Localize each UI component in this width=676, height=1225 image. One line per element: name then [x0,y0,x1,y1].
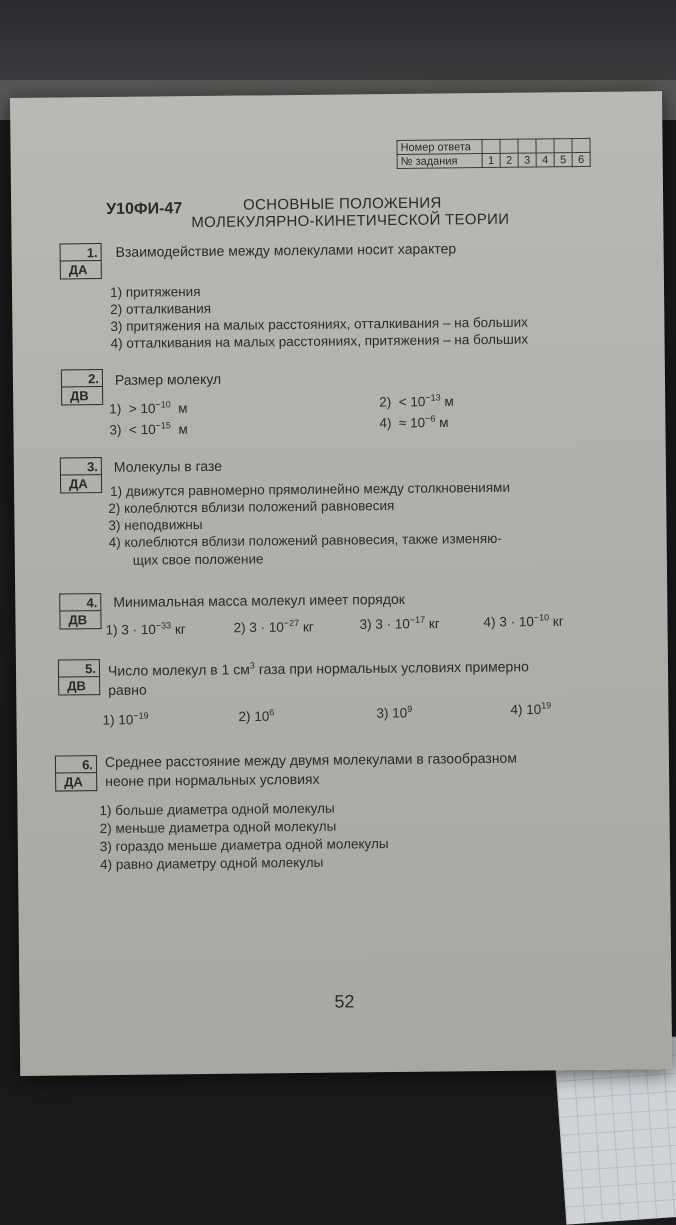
question-1-box [60,243,102,279]
question-2-text: Размер молекул [114,370,222,388]
answer-cell[interactable] [536,139,554,153]
title-line-1: ОСНОВНЫЕ ПОЛОЖЕНИЯ [243,194,442,214]
option: 4) отталкивания на малых расстояниях, притяжения – на больших [110,331,529,351]
option: 2) колеблются вблизи положений равновесия [108,497,395,516]
question-5-text: Число молекул в 1 $см^3$ газа при нормальных условиях примерно равно [107,658,529,698]
option: 1) $3 \cdot 10^{-33}$ кг [105,620,186,638]
option: 4) равно диаметру одной молекулы [99,854,324,873]
option: 4) колеблются вблизи положений равновесия, также изменяю- [108,530,502,550]
question-number: 5. [85,661,97,677]
option: $1) > 10^{-10}$ м [109,399,188,417]
question-5-box [58,659,100,695]
question-3-text: Молекулы в газе [113,457,223,475]
option: 1) $10^{-19}$ [102,710,149,728]
task-number: 1 [482,153,500,167]
question-number: 1. [86,245,98,261]
option: 2) $10^6$ [238,707,275,725]
question-mark: ДВ [68,612,88,628]
question-number: 6. [82,757,94,773]
option: 3) притяжения на малых расстояниях, отталкивания – на больших [110,314,528,334]
worksheet-code: У10ФИ-47 [106,200,183,218]
task-number: 3 [518,153,536,167]
question-2-box [61,369,103,405]
option: 4) $10^{19}$ [510,700,552,718]
option: 1) движутся равномерно прямолинейно между столкновениями [110,479,511,499]
option: $4) \approx 10^{-6}$ м [379,413,449,431]
option: 4) $3 \cdot 10^{-10}$ кг [483,612,564,630]
option: $3) < 10^{-15}$ м [109,420,188,438]
option: 3) $3 \cdot 10^{-17}$ кг [359,614,440,632]
question-6-text: Среднее расстояние между двумя молекулами в газообразном неоне при нормальных условиях [104,749,518,790]
task-number: 5 [554,153,572,167]
task-number: 2 [500,153,518,167]
page-number: 52 [334,991,355,1012]
answer-cell[interactable] [572,138,590,152]
option: 2) $3 \cdot 10^{-27}$ кг [233,618,314,636]
question-4-box [59,593,101,629]
answer-row-label: Номер ответа [397,140,482,155]
question-mark: ДВ [70,388,89,404]
option: 3) $10^9$ [376,703,413,721]
question-mark: ДВ [67,678,86,694]
question-number: 4. [86,595,98,611]
task-row-label: № задания [397,154,482,169]
title-line-2: МОЛЕКУЛЯРНО-КИНЕТИЧЕСКОЙ ТЕОРИИ [191,210,510,232]
task-number: 6 [572,152,590,166]
option: 3) гораздо меньше диаметра одной молекулы [99,836,389,855]
question-mark: ДА [68,476,88,492]
answer-table [396,138,590,169]
answer-cell[interactable] [554,139,572,153]
option: 1) притяжения [109,284,201,300]
question-number: 3. [86,459,98,475]
task-number: 4 [536,153,554,167]
question-number: 2. [88,371,100,387]
option: 2) меньше диаметра одной молекулы [99,818,337,837]
option: $2) < 10^{-13}$ м [379,392,454,410]
answer-cell[interactable] [482,139,500,153]
question-mark: ДА [68,262,88,278]
question-3-box [60,457,102,493]
answer-cell[interactable] [518,139,536,153]
answer-cell[interactable] [500,139,518,153]
question-1-text: Взаимодействие между молекулами носит характер [115,240,457,260]
option: 1) больше диаметра одной молекулы [99,800,335,819]
question-6-box [55,755,97,791]
question-4-text: Минимальная масса молекул имеет порядок [113,590,405,610]
option: 3) неподвижны [108,517,203,533]
worksheet-page [10,91,672,1076]
option: 2) отталкивания [110,300,212,317]
option-continuation: щих свое положение [132,551,264,568]
question-mark: ДА [64,774,83,790]
